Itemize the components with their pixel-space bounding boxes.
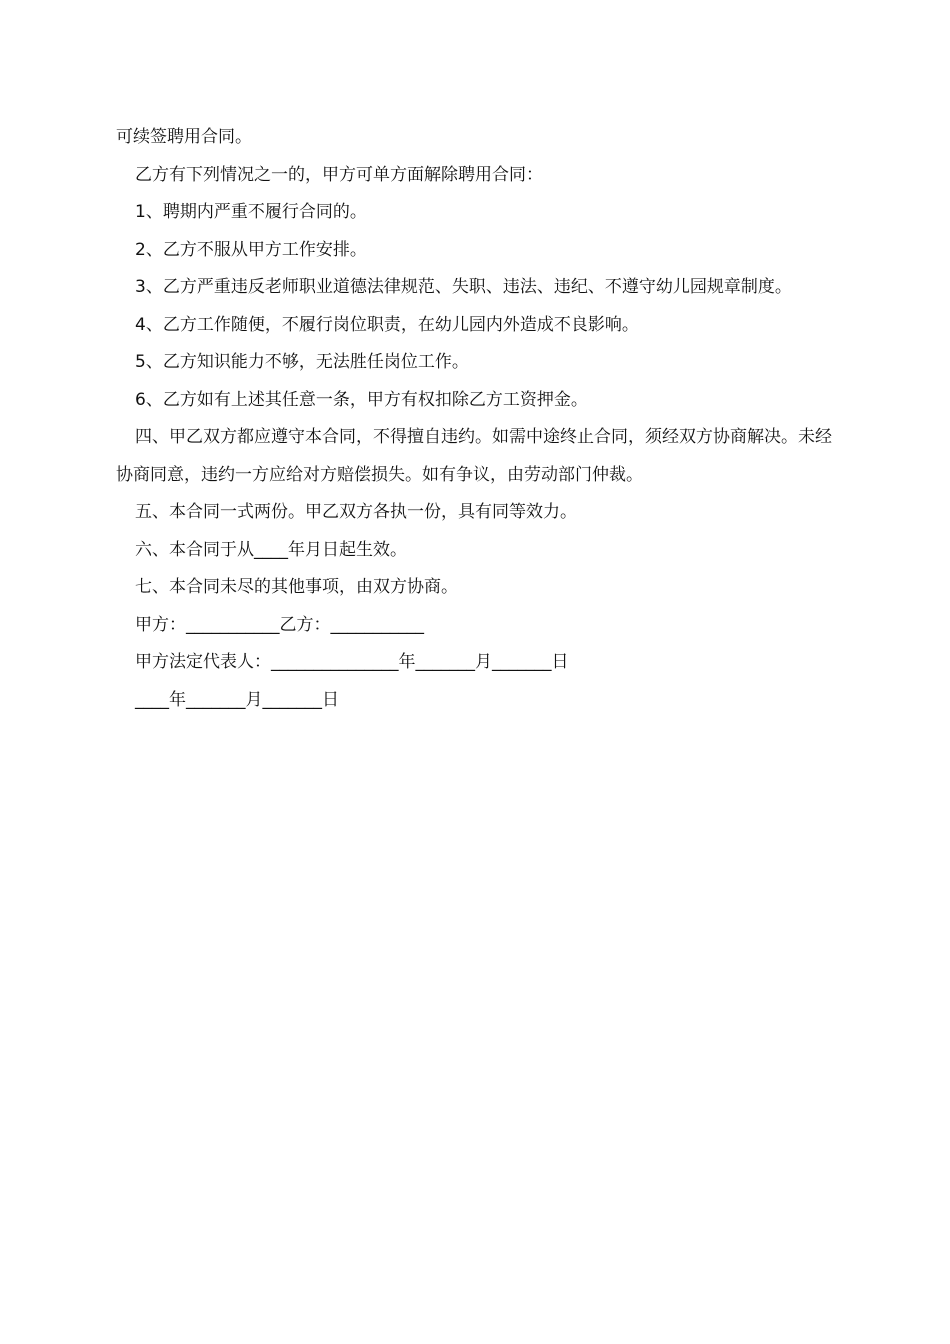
signature-parties-line: 甲方：___________乙方：___________ [135, 614, 424, 635]
list-item-4: 4、乙方工作随便，不履行岗位职责，在幼儿园内外造成不良影响。 [135, 314, 639, 335]
clause-seven: 七、本合同未尽的其他事项，由双方协商。 [135, 577, 458, 597]
clause-six: 六、本合同于从____年月日起生效。 [135, 539, 407, 560]
legal-representative-line: 甲方法定代表人：_______________年_______月_______日 [135, 652, 569, 672]
document-body [116, 119, 836, 719]
list-item-5: 5、乙方知识能力不够，无法胜任岗位工作。 [135, 352, 469, 372]
clause-four: 四、甲乙双方都应遵守本合同，不得擅自违约。如需中途终止合同，须经双方协商解决。未经协商同意，违约一方应给对方赔偿损失。如有争议，由劳动部门仲裁。 [116, 427, 832, 485]
paragraph-continuation: 可续签聘用合同。 [116, 127, 252, 147]
list-item-1: 1、聘期内严重不履行合同的。 [135, 202, 367, 222]
paragraph-termination-intro: 乙方有下列情况之一的，甲方可单方面解除聘用合同： [135, 164, 543, 185]
list-item-3: 3、乙方严重违反老师职业道德法律规范、失职、违法、违纪、不遵守幼儿园规章制度。 [135, 277, 792, 297]
list-item-2: 2、乙方不服从甲方工作安排。 [135, 239, 367, 260]
clause-five: 五、本合同一式两份。甲乙双方各执一份，具有同等效力。 [135, 502, 577, 522]
list-item-6: 6、乙方如有上述其任意一条，甲方有权扣除乙方工资押金。 [135, 389, 588, 410]
date-line: ____年_______月_______日 [135, 689, 339, 710]
